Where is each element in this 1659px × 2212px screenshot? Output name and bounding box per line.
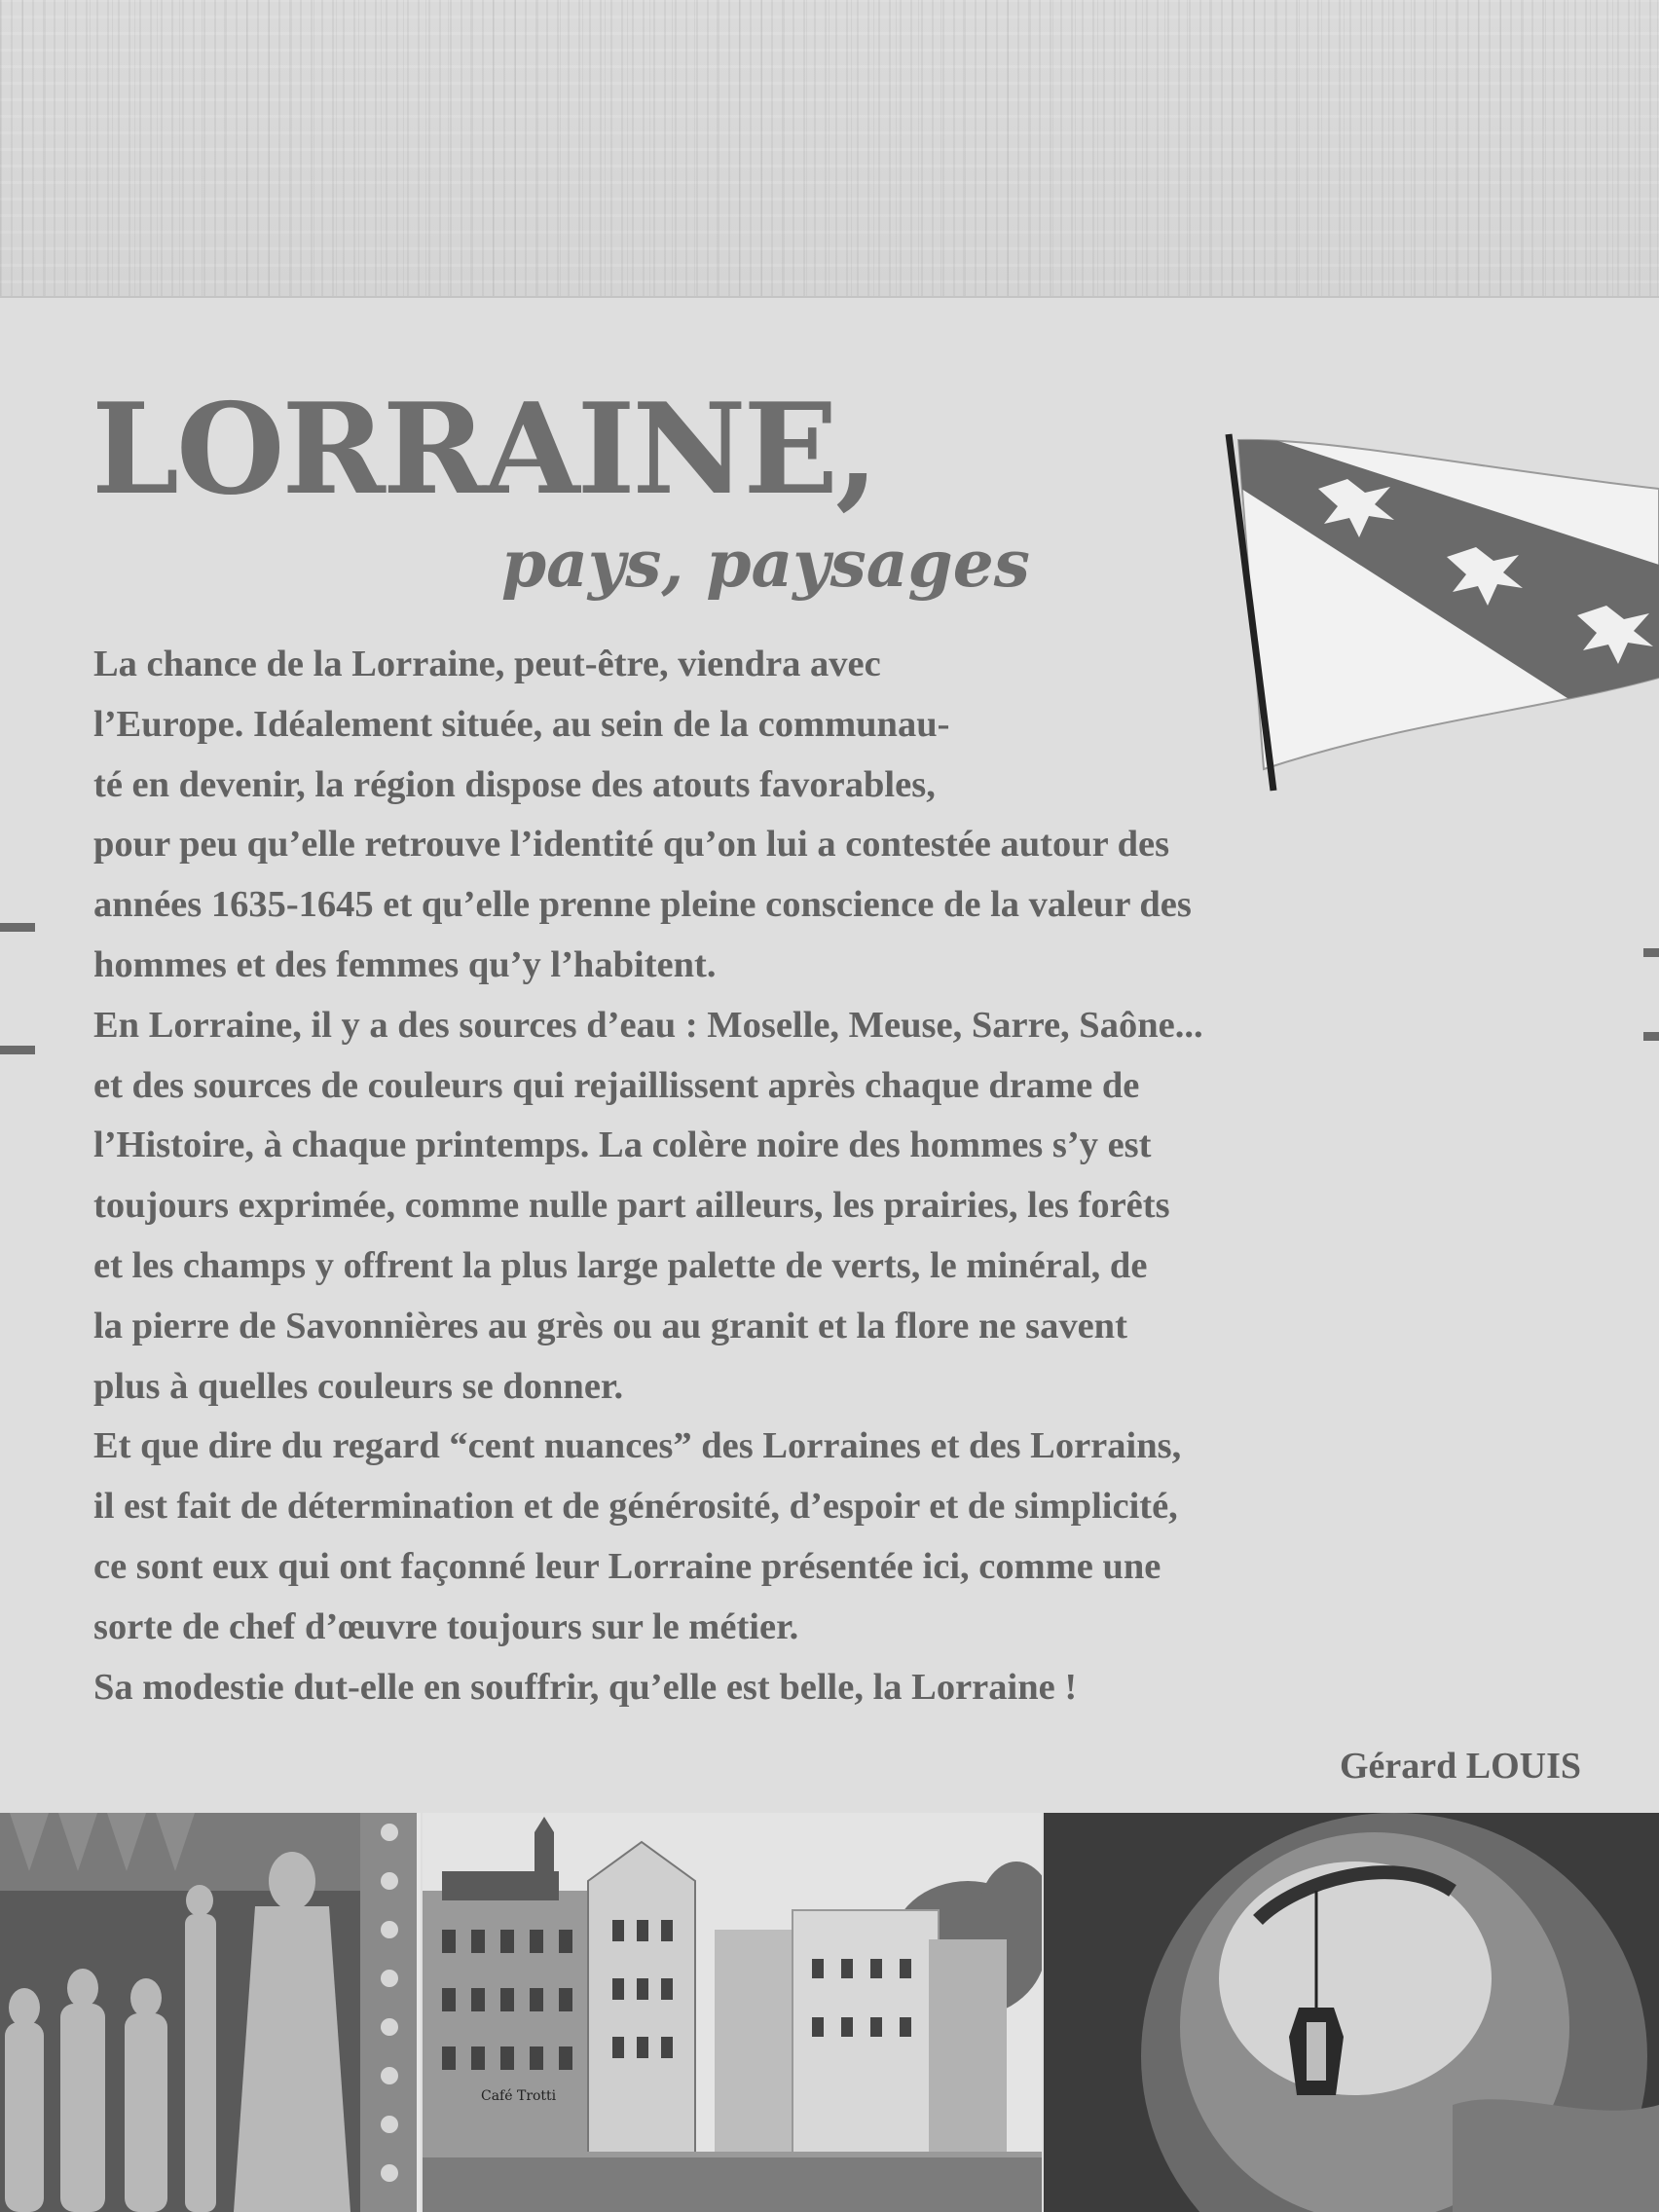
body-line: pour peu qu’elle retrouve l’identité qu’on lui a contestée autour des [93,824,1170,866]
building-right [715,1910,1007,2163]
body-line: Et que dire du regard “cent nuances” des Lorraines et des Lorrains, [93,1425,1182,1467]
body-line: En Lorraine, il y a des sources d’eau : Moselle, Meuse, Sarre, Saône... [93,1004,1203,1046]
poster-subtitle: pays, paysages [501,526,1030,602]
photo-riverside-buildings [423,1813,1042,2212]
body-line: et les champs y offrent la plus large palette de verts, le minéral, de [93,1244,1148,1286]
left-edge-mark [0,1046,35,1054]
body-line: toujours exprimée, comme nulle part ailleurs, les prairies, les forêts [93,1185,1170,1227]
body-line: la pierre de Savonnières au grès ou au granit et la flore ne savent [93,1305,1127,1346]
left-edge-mark [0,923,35,932]
right-edge-mark [1643,948,1659,957]
photo-spiral-staircase [1044,1813,1659,2212]
body-line: sorte de chef d’œuvre toujours sur le métier. [93,1605,799,1647]
photo-cathedral-statues [0,1813,421,2212]
body-line: té en devenir, la région dispose des atouts favorables, [93,763,936,805]
body-line: et des sources de couleurs qui rejaillissent après chaque drame de [93,1064,1140,1106]
lantern-icon [1289,2008,1344,2095]
body-line: Sa modestie dut-elle en souffrir, qu’elle est belle, la Lorraine ! [93,1666,1078,1708]
poster-title: LORRAINE, [92,377,876,523]
building-center [588,1842,695,2163]
skylight [1219,1862,1492,2095]
shop-sign: Café Trotti [481,2088,557,2104]
textured-wall [0,0,1659,300]
body-line: l’Histoire, à chaque printemps. La colère noire des hommes s’y est [93,1124,1152,1166]
body-line: plus à quelles couleurs se donner. [93,1365,624,1407]
poster-body [93,635,1593,1717]
body-line: l’Europe. Idéalement située, au sein de la communau- [93,703,950,745]
river-water [423,2152,1042,2212]
body-line: ce sont eux qui ont façonné leur Lorraine présentée ici, comme une [93,1545,1161,1587]
body-line: hommes et des femmes qu’y l’habitent. [93,943,717,985]
body-line: années 1635-1645 et qu’elle prenne pleine conscience de la valeur des [93,884,1192,926]
body-line: il est fait de détermination et de générosité, d’espoir et de simplicité, [93,1486,1178,1528]
body-line: La chance de la Lorraine, peut-être, viendra avec [93,644,881,684]
right-edge-mark [1643,1032,1659,1041]
author-signature: Gérard LOUIS [1339,1746,1581,1787]
